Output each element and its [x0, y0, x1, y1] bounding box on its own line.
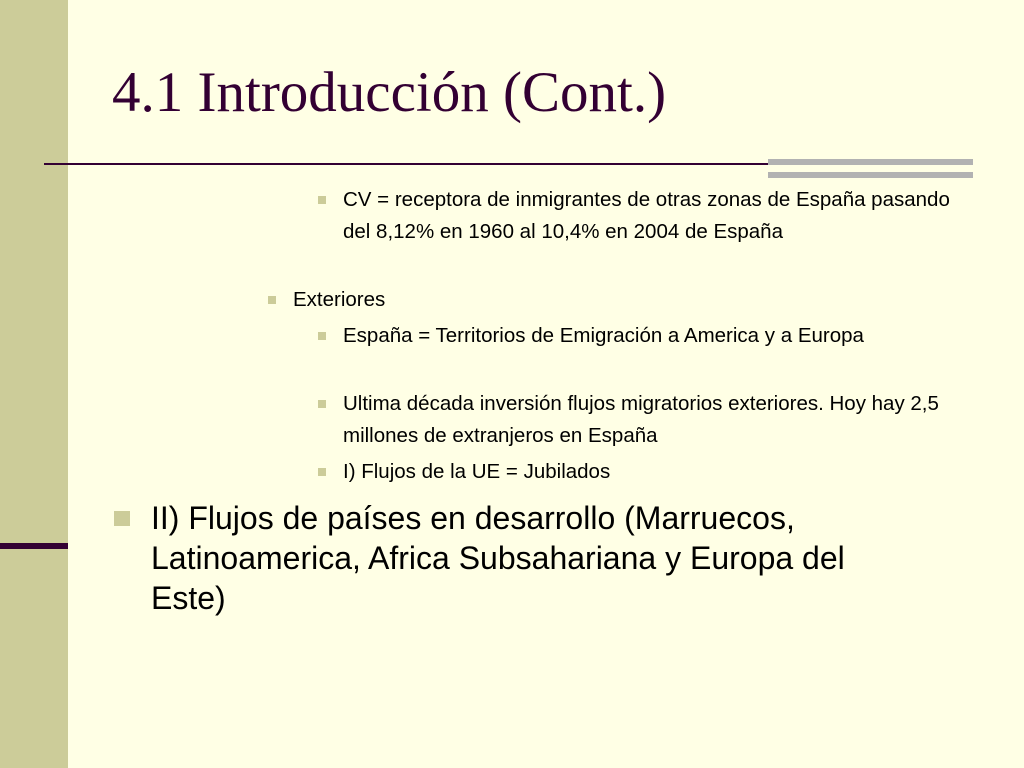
square-bullet-icon — [268, 296, 276, 304]
square-bullet-icon — [318, 196, 326, 204]
bullet-text: Exteriores — [293, 288, 386, 311]
bullet-item-espana-emigracion — [318, 324, 958, 352]
title-rule-accent-block — [768, 157, 973, 180]
bullet-item-flujos-desarrollo — [114, 500, 914, 618]
square-bullet-icon — [114, 511, 130, 526]
bullet-text: CV = receptora de inmigrantes de otras zonas de España pasando del 8,12% en 1960 al 10,4% en 2004 de España — [343, 188, 950, 243]
left-band-accent-bar — [0, 543, 68, 549]
slide-title: 4.1 Introducción (Cont.) — [112, 61, 667, 124]
square-bullet-icon — [318, 400, 326, 408]
bullet-item-ultima-decada — [318, 392, 958, 452]
left-decorative-band — [0, 0, 68, 768]
bullet-text: II) Flujos de países en desarrollo (Marruecos, Latinoamerica, Africa Subsahariana y Europa del Este) — [151, 500, 845, 616]
bullet-text: I) Flujos de la UE = Jubilados — [343, 460, 611, 483]
bullet-item-exteriores — [268, 288, 958, 316]
bullet-item-flujos-ue — [318, 460, 958, 488]
square-bullet-icon — [318, 468, 326, 476]
bullet-item-cv-receptora — [318, 188, 958, 248]
square-bullet-icon — [318, 332, 326, 340]
bullet-text: Ultima década inversión flujos migratorios exteriores. Hoy hay 2,5 millones de extranjeros en España — [343, 392, 939, 447]
bullet-text: España = Territorios de Emigración a America y a Europa — [343, 324, 864, 347]
